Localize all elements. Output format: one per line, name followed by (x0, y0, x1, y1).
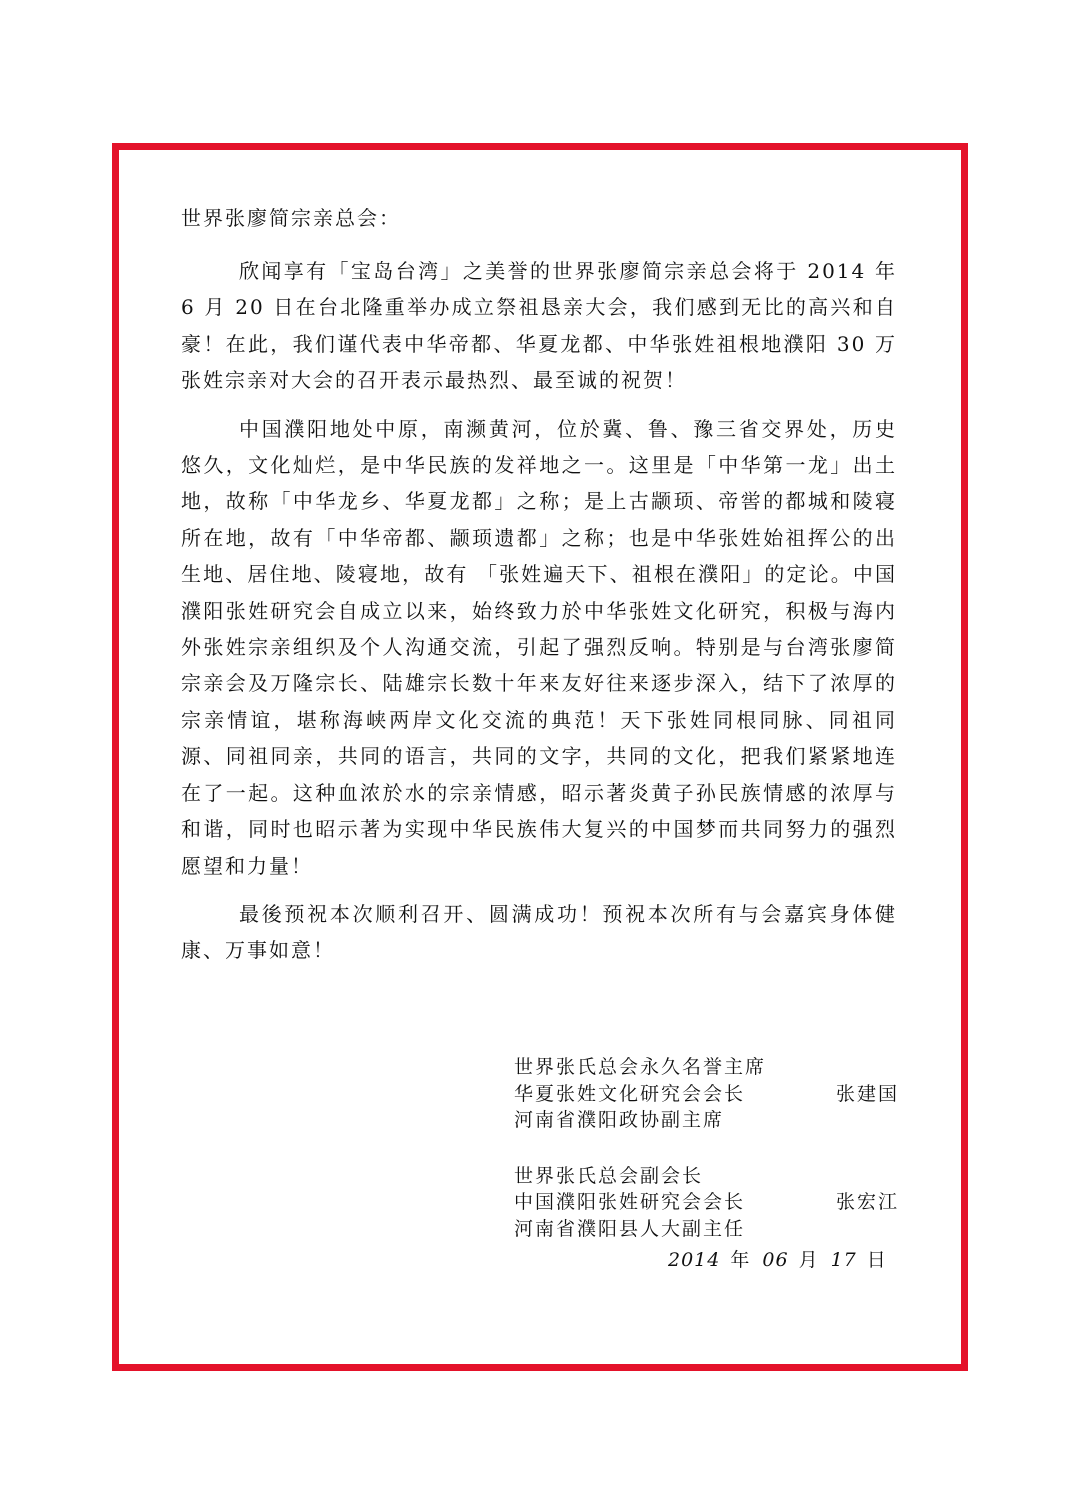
date-month: 06 (762, 1249, 789, 1271)
signatory-title: 中国濮阳张姓研究会会长 (514, 1191, 746, 1213)
letter-date (668, 1246, 889, 1274)
signatory-block-1 (514, 1054, 899, 1134)
signatory-name: 张建国 (835, 1082, 899, 1105)
paragraph-congratulation: 欣闻享有「宝岛台湾」之美誉的世界张廖简宗亲总会将于 2014 年 6 月 20 日在台北隆重举办成立祭祖恳亲大会，我们感到无比的高兴和自豪！在此，我们谨代表中华帝都、华夏龙都、中华张姓祖根地濮阳 30 万张姓宗亲对大会的召开表示最热烈、最至诚的祝贺！ (181, 259, 897, 393)
signatory-title: 世界张氏总会副会长 (514, 1164, 704, 1187)
signatory-block-2 (514, 1163, 899, 1243)
date-day: 17 (830, 1249, 857, 1271)
letter-body (181, 200, 897, 981)
signatory-title: 河南省濮阳县人大副主任 (514, 1217, 746, 1240)
paragraph-closing-wishes: 最後预祝本次顺利召开、圆满成功！预祝本次所有与会嘉宾身体健康、万事如意！ (181, 901, 897, 963)
date-day-unit: 日 (866, 1249, 889, 1271)
paragraph-puyang-history: 中国濮阳地处中原，南濒黄河，位於冀、鲁、豫三省交界处，历史悠久，文化灿烂，是中华民族的发祥地之一。这里是「中华第一龙」出土地，故称「中华龙乡、华夏龙都」之称；是上古颛顼、帝喾的都城和陵寝所在地，故有「中华帝都、颛顼遗都」之称；也是中华张姓始祖挥公的出生地、居住地、陵寝地，故有 「张姓遍天下、祖根在濮阳」的定论。中国濮阳张姓研究会自成立以来，始终致力於中华张姓文化研究，积极与海内外张姓宗亲组织及个人沟通交流，引起了强烈反响。特别是与台湾张廖简宗亲会及万隆宗长、陆雄宗长数十年来友好往来逐步深入，结下了浓厚的宗亲情谊，堪称海峡两岸文化交流的典范！天下张姓同根同脉、同祖同源、同祖同亲，共同的语言，共同的文字，共同的文化，把我们紧紧地连在了一起。这种血浓於水的宗亲情感，昭示著炎黄子孙民族情感的浓厚与和谐，同时也昭示著为实现中华民族伟大复兴的中国梦而共同努力的强烈愿望和力量！ (181, 416, 897, 878)
date-month-unit: 月 (798, 1249, 821, 1271)
signatory-name: 张宏江 (835, 1191, 899, 1213)
signature-section (514, 1054, 899, 1242)
salutation: 世界张廖简宗亲总会： (181, 206, 401, 230)
signatory-title: 华夏张姓文化研究会会长 (514, 1082, 746, 1105)
date-year-unit: 年 (730, 1249, 753, 1271)
signatory-title: 河南省濮阳政协副主席 (514, 1109, 725, 1131)
date-year: 2014 (668, 1249, 721, 1271)
signatory-title: 世界张氏总会永久名誉主席 (514, 1056, 767, 1078)
